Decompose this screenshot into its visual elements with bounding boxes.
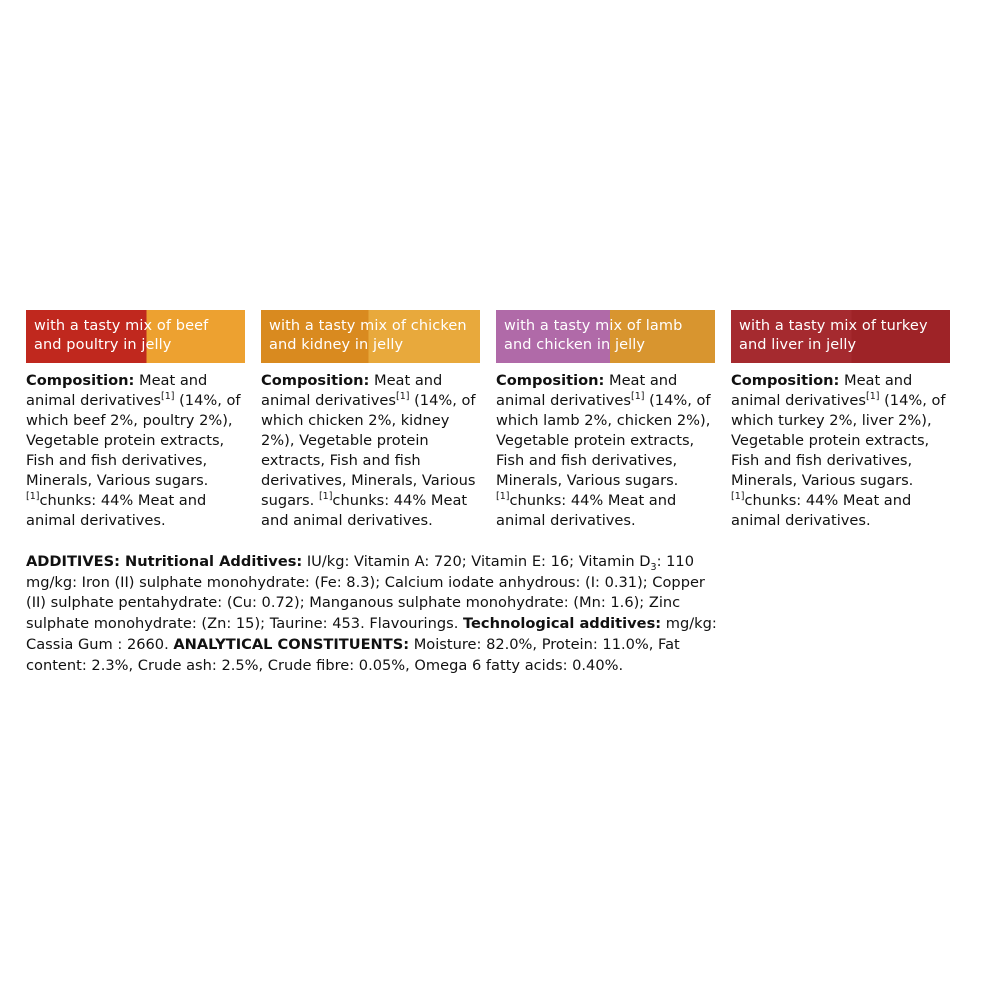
footnote-text: chunks: 44% Meat and animal derivatives. — [496, 492, 677, 530]
banner-line-1: with a tasty mix of lamb — [504, 318, 683, 334]
footnote-text: chunks: 44% Meat and animal derivatives. — [731, 492, 912, 530]
composition-part-1: Meat and animal derivatives — [496, 372, 678, 410]
composition-part-1: Meat and animal derivatives — [261, 372, 443, 410]
composition-part-2: (14%, of which beef 2%, poultry 2%), Vegetable protein extracts, Fish and fish derivatives, Minerals, Various sugars. — [26, 392, 241, 490]
composition-text-chicken-kidney — [261, 371, 480, 531]
composition-part-2: (14%, of which turkey 2%, liver 2%), Vegetable protein extracts, Fish and fish derivatives, Minerals, Various sugars. — [731, 392, 946, 490]
footnote-text: chunks: 44% Meat and animal derivatives. — [26, 492, 207, 530]
composition-label: Composition: — [26, 372, 135, 390]
variant-banner-chicken-kidney — [261, 310, 480, 363]
composition-text-turkey-liver — [731, 371, 950, 531]
variant-panel-lamb-chicken — [496, 310, 715, 531]
footnote-marker: [1] — [630, 391, 645, 403]
variant-banner-turkey-liver — [731, 310, 950, 363]
composition-part-2: (14%, of which lamb 2%, chicken 2%), Vegetable protein extracts, Fish and fish derivatives, Minerals, Various sugars. — [496, 392, 711, 490]
additives-line-1: IU/kg: Vitamin A: 720; Vitamin E: 16; Vitamin D — [302, 553, 651, 570]
footnote-marker-2: [1] — [731, 491, 745, 503]
variant-banner-beef-poultry — [26, 310, 245, 363]
footnote-marker-2: [1] — [26, 491, 40, 503]
variant-panels — [26, 310, 974, 531]
banner-line-1: with a tasty mix of turkey — [739, 318, 928, 334]
variant-panel-chicken-kidney — [261, 310, 480, 531]
vitamin-d-subscript: 3 — [650, 561, 657, 573]
technological-additives-label: Technological additives: — [463, 615, 662, 633]
variant-panel-beef-poultry — [26, 310, 245, 531]
footnote-marker-2: [1] — [318, 491, 333, 503]
composition-text-lamb-chicken — [496, 371, 715, 531]
additives-block — [26, 552, 726, 676]
additives-line-1-end: : 110 — [656, 553, 694, 570]
analytical-constituents-text: Moisture: 82.0%, Protein: 11.0%, Fat content: 2.3%, Crude ash: 2.5%, Crude fibre: 0.05%, Omega 6 fatty acids: 0.40%. — [26, 635, 680, 674]
technological-additives-text: mg/kg: Cassia Gum : 2660. — [26, 615, 717, 653]
banner-line-2: and chicken in jelly — [504, 337, 646, 354]
composition-label: Composition: — [496, 372, 605, 390]
banner-line-2: and poultry in jelly — [34, 337, 172, 354]
composition-part-1: Meat and animal derivatives — [731, 372, 913, 410]
composition-part-2: (14%, of which chicken 2%, kidney 2%), Vegetable protein extracts, Fish and fish derivatives, Minerals, Various sugars. — [261, 392, 476, 510]
banner-line-2: and liver in jelly — [739, 337, 857, 354]
composition-part-1: Meat and animal derivatives — [26, 372, 208, 410]
banner-line-1: with a tasty mix of chicken — [269, 318, 467, 334]
composition-label: Composition: — [731, 372, 840, 390]
variant-panel-turkey-liver — [731, 310, 950, 531]
footnote-marker: [1] — [160, 391, 175, 403]
analytical-constituents-label: ANALYTICAL CONSTITUENTS: — [173, 635, 410, 653]
banner-line-2: and kidney in jelly — [269, 337, 404, 354]
footnote-marker: [1] — [865, 391, 880, 403]
variant-banner-lamb-chicken — [496, 310, 715, 363]
banner-line-1: with a tasty mix of beef — [34, 318, 209, 334]
footnote-marker-2: [1] — [496, 491, 510, 503]
additives-heading: ADDITIVES: Nutritional Additives: — [26, 553, 303, 570]
composition-text-beef-poultry — [26, 371, 245, 531]
additives-line-2: mg/kg: Iron (II) sulphate monohydrate: (Fe: 8.3); Calcium iodate anhydrous: (I: 0.31); Copper (II) sulphate pentahydrate: (Cu: 0.72); Manganous sulphate monohydrate: (Mn: 1.6); Zinc sulphate monohydrate: (Zn: 15); Taurine: 453. Flavourings. — [26, 573, 705, 633]
composition-label: Composition: — [261, 372, 370, 390]
footnote-marker: [1] — [395, 391, 410, 403]
footnote-text: chunks: 44% Meat and animal derivatives. — [261, 492, 468, 530]
